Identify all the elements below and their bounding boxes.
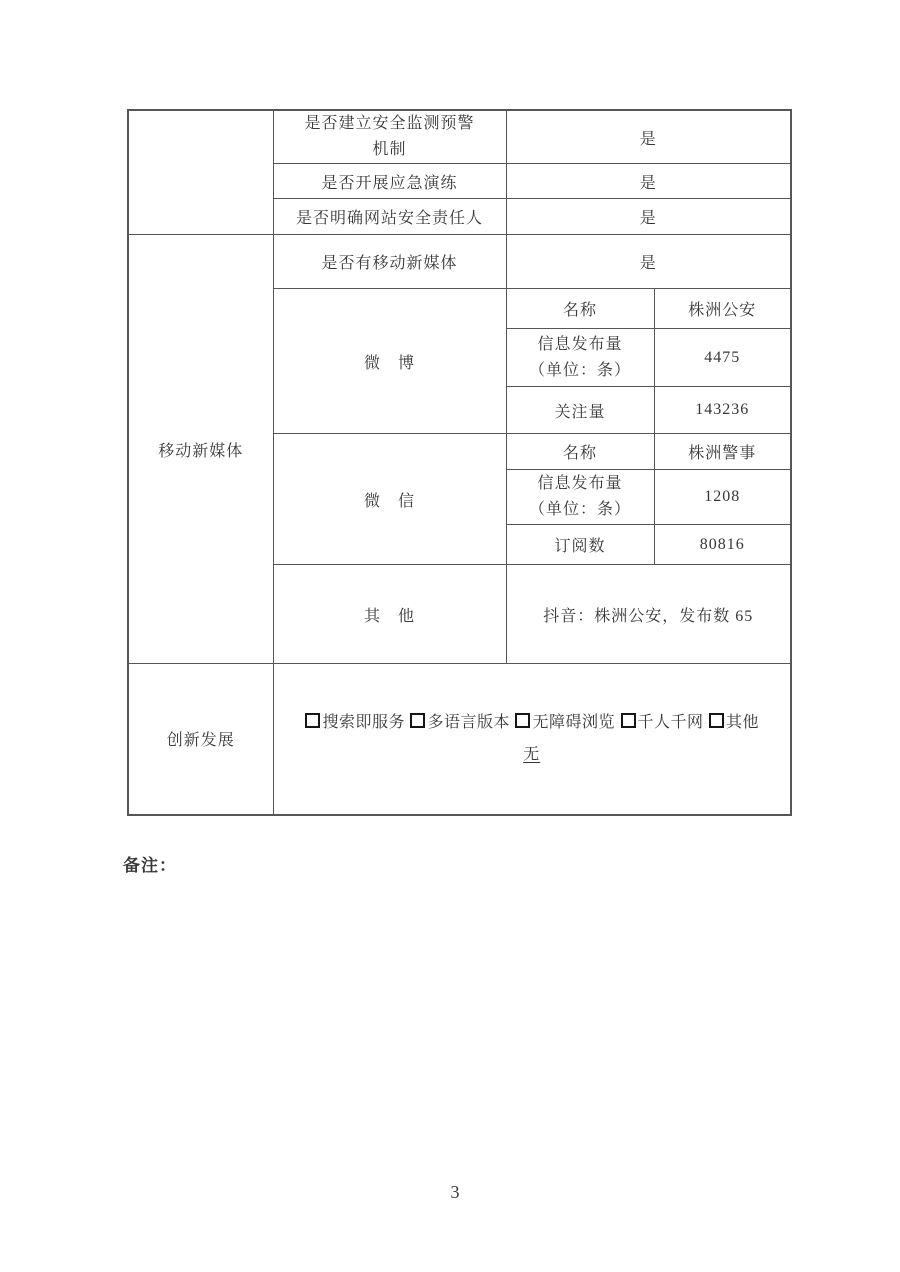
checkbox-icon[interactable]	[621, 713, 636, 728]
wechat-name-value: 株洲警事	[654, 434, 791, 470]
security-officer-value: 是	[506, 199, 791, 235]
innovation-option-label: 无障碍浏览	[532, 713, 615, 731]
wechat-subscribers-value: 80816	[654, 525, 791, 565]
checkbox-icon[interactable]	[305, 713, 320, 728]
remark-label: 备注：	[123, 856, 177, 875]
security-officer-label: 是否明确网站安全责任人	[273, 199, 506, 235]
wechat-posts-label-cell	[506, 470, 654, 525]
wechat-subscribers-label: 订阅数	[506, 525, 654, 565]
innovation-options-line	[274, 708, 791, 738]
checkbox-icon[interactable]	[410, 713, 425, 728]
other-media-value: 抖音：株洲公安，发布数 65	[506, 565, 791, 664]
weibo-posts-value: 4475	[654, 329, 791, 387]
has-mobile-media-label: 是否有移动新媒体	[273, 235, 506, 289]
innovation-content-cell	[273, 664, 791, 815]
table-row	[128, 664, 791, 815]
innovation-option-label: 多语言版本	[427, 713, 510, 731]
weibo-label: 微 博	[273, 289, 506, 434]
innovation-option-label: 搜索即服务	[322, 713, 405, 731]
empty-section-cell	[128, 110, 273, 235]
weibo-followers-label: 关注量	[506, 387, 654, 434]
weibo-posts-label-cell	[506, 329, 654, 387]
weibo-followers-value: 143236	[654, 387, 791, 434]
table-row	[128, 235, 791, 289]
security-monitor-value: 是	[506, 110, 791, 164]
table-row	[128, 110, 791, 164]
has-mobile-media-value: 是	[506, 235, 791, 289]
emergency-drill-label: 是否开展应急演练	[273, 164, 506, 199]
innovation-other-value: 无	[523, 745, 541, 763]
wechat-posts-unit: （单位：条）	[528, 501, 631, 518]
security-monitor-label-cell	[273, 110, 506, 164]
weibo-name-label: 名称	[506, 289, 654, 329]
checkbox-icon[interactable]	[515, 713, 530, 728]
innovation-option-label: 其他	[726, 713, 760, 731]
mobile-media-section-label: 移动新媒体	[128, 235, 273, 664]
checkbox-icon[interactable]	[709, 713, 724, 728]
emergency-drill-value: 是	[506, 164, 791, 199]
weibo-posts-label: 信息发布量	[537, 335, 623, 353]
weibo-posts-unit: （单位：条）	[528, 361, 631, 379]
weibo-name-value: 株洲公安	[654, 289, 791, 329]
wechat-name-label: 名称	[506, 434, 654, 470]
innovation-option-label: 千人千网	[637, 713, 704, 731]
innovation-section-label: 创新发展	[128, 664, 273, 815]
wechat-label: 微 信	[273, 434, 506, 565]
wechat-posts-label: 信息发布量	[537, 475, 623, 492]
report-table	[127, 109, 792, 816]
other-media-label: 其 他	[273, 565, 506, 664]
security-monitor-label: 是否建立安全监测预警机制	[304, 115, 475, 158]
wechat-posts-value: 1208	[654, 470, 791, 525]
page-number: 3	[450, 1182, 460, 1202]
